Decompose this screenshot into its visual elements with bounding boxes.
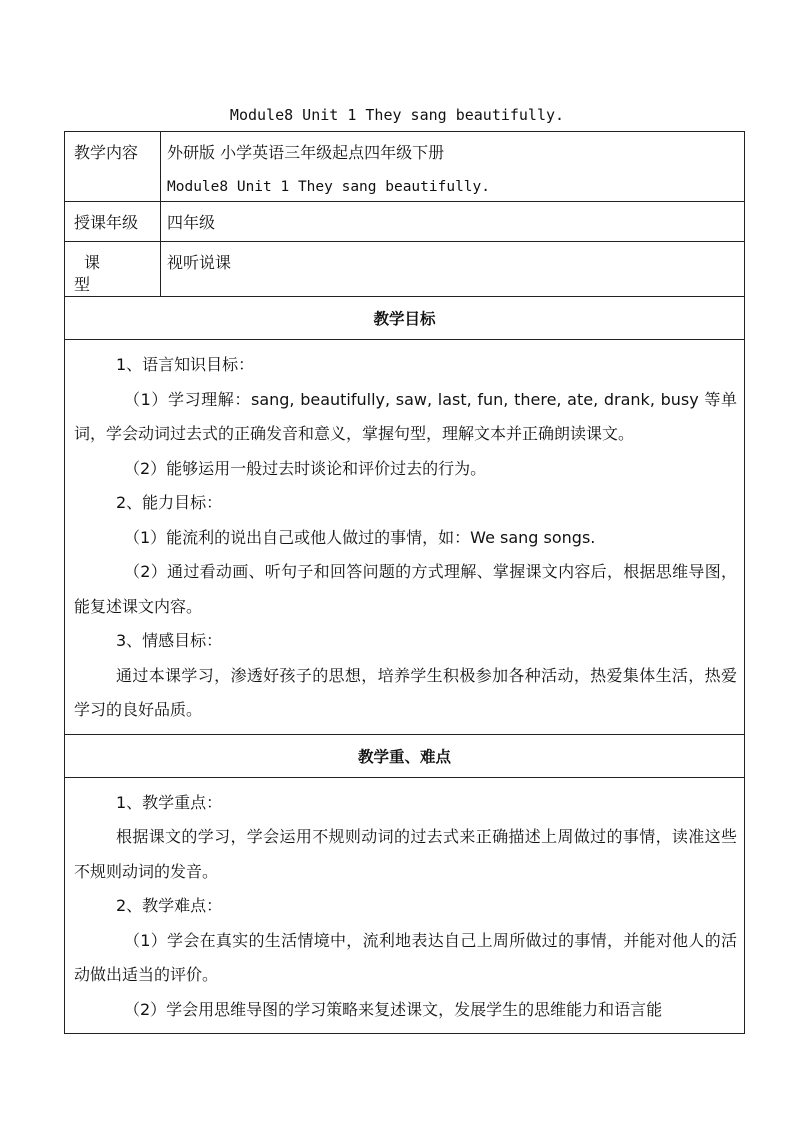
objectives-body-row [65,340,745,735]
content-label: 教学内容 [74,143,139,162]
grade-row [65,202,745,242]
key-points-body [65,777,745,1034]
content-value-line1: 外研版 小学英语三年级起点四年级下册 [167,143,445,162]
objective-line: 通过本课学习，渗透好孩子的思想，培养学生积极参加各种活动，热爱集体生活，热爱学习的良好品质。 [74,665,737,719]
lesson-type-value: 视听说课 [167,253,232,272]
lesson-type-label-b: 型 [74,275,91,294]
key-point-line: 根据课文的学习，学会运用不规则动词的过去式来正确描述上周做过的事情，读准这些不规则动词的发音。 [74,827,737,881]
lesson-plan-table [64,131,745,1034]
key-point-line: （2）学会用思维导图的学习策略来复述课文，发展学生的思维能力和语言能 [124,999,663,1019]
key-points-heading-row [65,734,745,777]
objectives-body [65,340,745,735]
grade-value: 四年级 [167,213,216,232]
lesson-type-label [65,242,160,296]
key-points-body-row [65,777,745,1034]
objective-line: （1）学习理解：sang, beautifully, saw, last, fun, there, ate, drank, busy 等单词，学会动词过去式的正确发音和意义，掌握句型，理解文本并正确朗读课文。 [74,389,737,443]
grade-label: 授课年级 [74,213,139,232]
objectives-heading-row [65,297,745,340]
lesson-type-label-a: 课 [84,253,101,272]
objective-line: 1、语言知识目标： [116,355,255,374]
document-title: Module8 Unit 1 They sang beautifully. [229,106,565,124]
key-point-line: 1、教学重点： [116,792,223,812]
objective-line: （2）能够运用一般过去时谈论和评价过去的行为。 [124,458,487,478]
objective-line: （2）通过看动画、听句子和回答问题的方式理解、掌握课文内容后，根据思维导图，能复述课文内容。 [74,562,737,616]
key-point-line: 2、教学难点： [116,896,223,915]
key-points-heading: 教学重、难点 [65,734,745,777]
content-row [65,132,745,202]
key-point-line: （1）学会在真实的生活情境中，流利地表达自己上周所做过的事情，并能对他人的活动做出适当的评价。 [74,930,737,984]
objective-line: （1）能流利的说出自己或他人做过的事情，如：We sang songs. [124,527,596,547]
objectives-heading: 教学目标 [65,297,745,340]
content-value-line2: Module8 Unit 1 They sang beautifully. [167,179,491,195]
objective-line: 3、情感目标： [116,631,223,650]
lesson-type-row [65,242,745,297]
objective-line: 2、能力目标： [116,493,223,512]
